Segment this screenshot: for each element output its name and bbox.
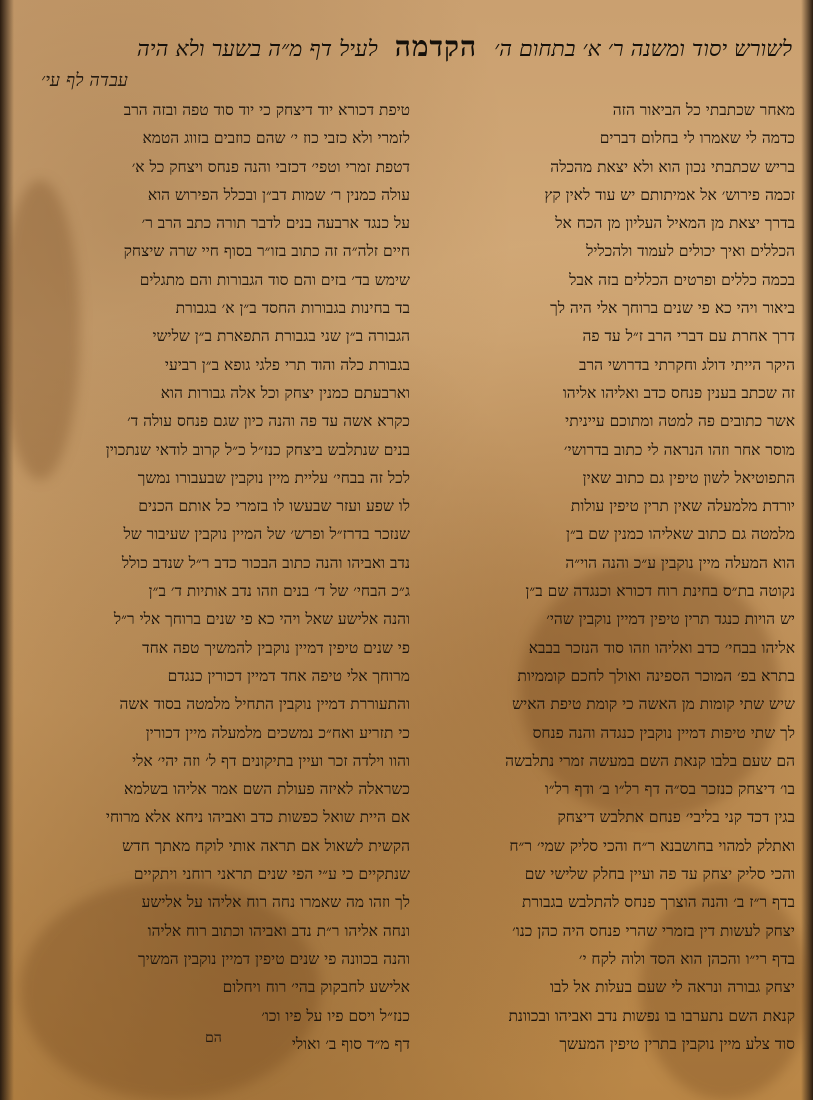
header-right-note: לשורש יסוד ומשנה ר׳ א׳ בתחום ה׳ [494, 37, 792, 62]
text-line: כנז״ל ויסם פיו על פיו וכו׳ [261, 1006, 410, 1025]
text-line: קנאת השם נתערבו בו נפשות נדב ואביהו ובכוונת [508, 1006, 795, 1025]
text-line: שנזכר בדרז״ל ופרש׳ של המיין נוקבין שעיבור של [123, 525, 410, 544]
text-line: יש הויות כנגד תרין טיפין דמיין נוקבין שהי׳ [546, 610, 795, 629]
right-text-column [445, 96, 795, 1056]
text-line: בכמה כללים ופרטים הכללים בזה אבל [569, 270, 795, 289]
text-line: לזמרי ולא כזבי כוז י׳ שהם כוזבים בזווג הטמא [142, 129, 410, 148]
left-text-column [60, 96, 410, 1056]
text-line: נדב ואביהו והנה כתוב הבכור כדב ר״ל שנדב כולל [121, 553, 410, 572]
folio-mark: הם [205, 1030, 222, 1046]
text-line: והוו וילדה זכר ועיין בתיקונים דף ל׳ וזה יהי׳ אלי [132, 751, 410, 770]
text-line: הם שעם בלבו קנאת השם במעשה זמרי נתלבשה [505, 751, 795, 770]
text-line: כי תזריע ואח״כ נמשכים מלמעלה מיין דכורין [145, 723, 410, 742]
text-line: מאחר שכתבתי כל הביאור הזה [612, 101, 795, 119]
text-line: והנה אלישע שאל ויהי כא פי שנים ברוחך אלי ר״ל [113, 610, 410, 629]
page-right-edge-shadow [801, 0, 813, 1100]
text-line: אם היית שואל כפשות כדב ואביהו ניחא אלא מרוחי [105, 808, 410, 827]
text-line: פי שנים טיפין דמיין נוקבין להמשיך טפה אחד [142, 638, 410, 657]
text-line: הוא המעלה מיין נוקבין ע״כ והנה הוי״ה [565, 553, 795, 572]
text-line: זה שכתב בענין פנחס כדב ואליהו אליהו [562, 383, 795, 402]
text-line: התפוטיאל לשון טיפין גם כתוב שאין [582, 468, 795, 487]
text-line: בדרך יצאת מן המאיל העליון מן הכח אל [555, 214, 795, 233]
page-title: הקדמה [394, 30, 478, 63]
text-line: שנתקיים כי ע״י הפי שנים תראני רוחני ויתקיים [133, 865, 410, 884]
text-line: זכמה פירוש׳ אל אמיתותם יש עוד לאין קץ [544, 185, 795, 204]
text-line: היקר הייתי דולג וחקרתי בדרושי הרב [579, 355, 795, 374]
text-line: ואתלק למהוי בחושבנא ר״ח והכי סליק שמי׳ ר״ח [509, 836, 795, 855]
text-line: ג״כ הבחי׳ של ד׳ בנים וזהו נדב אותיות ד׳ ב״ן [148, 582, 410, 601]
text-line: בדף ר״ז ב׳ והנה הוצרך פנחס להתלבש בגבורת [522, 893, 795, 912]
header-left-note: לעיל דף מ״ה בשער ולא היה [136, 37, 378, 62]
page-left-edge-shadow [0, 0, 14, 1100]
text-line: בדף רי״ו והכהן הוא הסד ולוה לקח י׳ [578, 949, 795, 968]
text-line: בגבורת כלה והוד תרי פלגי גופא ב״ן רביעי [164, 355, 410, 374]
text-line: עולה כמנין ר׳ שמות דב״ן ובכלל הפירוש הוא [147, 185, 410, 204]
text-line: לכל זה בבחי׳ עליית מיין נוקבין שבעבורו נמשך [137, 468, 410, 487]
marginal-note: עבדה לף עי׳ [41, 70, 128, 91]
text-line: לו שפע ועזר שבעשו לו בזמרי כל אותם הכנים [138, 497, 410, 516]
text-line: בגין דכד קני בליבי׳ פנחם אתלבש דיצחק [557, 808, 795, 827]
text-line: דף מ״ד סוף ב׳ ואולי [291, 1034, 410, 1053]
page-header [22, 30, 792, 70]
text-line: נקוטה בת״ס בחינת רוח דכורא וכנגדה שם ב״ן [525, 582, 795, 601]
text-line: בד בחינות בגבורות החסד ב״ן א׳ בגבורת [175, 299, 410, 318]
text-line: אשר כתובים פה למטה ומתוכם עייניתי [565, 412, 795, 431]
text-line: דטפת זמרי וטפי׳ דכזבי והנה פנחס ויצחק כל א׳ [131, 157, 410, 176]
text-line: וארבעתם כמנין יצחק וכל אלה גבורות הוא [160, 383, 410, 402]
text-line: שימש בד׳ בזים והם סוד הגבורות והם מתגלים [139, 270, 410, 289]
text-line: אלישע לחבקוק בהי׳ רוח ויחלום [222, 978, 410, 997]
text-line: מרוחך אלי טיפה אחד דמיין דכורין כנגדם [167, 666, 410, 685]
text-line: בנים שנתלבש ביצחק כנז״ל כ״ל קרוב לודאי שנתכוין [105, 440, 410, 459]
text-line: דרך אחרת עם דברי הרב ז״ל עד פה [582, 327, 795, 346]
text-line: סוד צלע מיין נוקבין בתרין טיפין המעשך [559, 1034, 795, 1053]
text-line: הקשית לשאול אם תראה אותי לוקח מאתך חדש [122, 836, 410, 855]
text-line: לך שתי טיפות דמיין נוקבין כנגדה והנה פנחס [532, 723, 795, 742]
text-line: כשראלה לאיזה פעולת השם אמר אליהו בשלמא [124, 780, 410, 799]
text-line: טיפת דכורא יוד דיצחק כי יוד סוד טפה ובזה הרב [123, 101, 410, 119]
text-line: חיים זלה״ה זה כתוב בזו״ר בסוף חיי שרה שיצחק [123, 242, 410, 261]
text-line: בו׳ דיצחק כנזכר בס״ה דף רל״ו ב׳ ודף רל״ו [544, 780, 795, 799]
text-line: יצחק לעשות דין בזמרי שהרי פנחס היה כהן כנו׳ [512, 921, 795, 940]
text-line: יצחק גבורה ונראה לי שעם בעלות אל לבו [550, 978, 795, 997]
text-line: ונחה אליהו ר״ת נדב ואביהו וכתוב רוח אליהו [147, 921, 410, 940]
text-line: כקרא אשה עד פה והנה כיון שגם פנחס עולה ד׳ [127, 412, 410, 431]
text-line: בריש שכתבתי נכון הוא ולא יצאת מהכלה [550, 157, 795, 176]
text-line: שיש שתי קומות מן האשה כי קומת טיפת האיש [512, 695, 795, 714]
text-line: הכללים ואיך יכולים לעמוד ולהכליל [586, 242, 795, 261]
text-line: בתרא בפ׳ המוכר הספינה ואולך לחכם קוממיות [517, 666, 795, 685]
text-line: מלמטה גם כתוב שאליהו כמנין שם ב״ן [566, 525, 795, 544]
text-line: מוסר אחר וזהו הנראה לי כתוב בדרושי׳ [563, 440, 795, 459]
text-line: ביאור ויהי כא פי שנים ברוחך אלי היה לך [550, 299, 795, 318]
text-line: יורדת מלמעלה שאין תרין טיפין עולות [570, 497, 795, 516]
text-line: והתעוררת דמיין נוקבין התחיל מלמטה בסוד אשה [119, 695, 410, 714]
text-line: כדמה לי שאמרו לי בחלום דברים [599, 129, 795, 148]
text-line: והנה בכוונה פי שנים טיפין דמיין נוקבין המשיך [137, 949, 410, 968]
text-line: על כנגד ארבעה בנים לדבר תורה כתב הרב ר׳ [141, 214, 410, 233]
text-line: הגבורה ב״ן שני בגבורת התפארת ב״ן שלישי [152, 327, 410, 346]
text-line: והכי סליק יצחק עד פה ועיין בחלק שלישי שם [524, 865, 795, 884]
text-line: לך וזהו מה שאמרו נחה רוח אליהו על אלישע [141, 893, 410, 912]
text-line: אליהו בבחי׳ כדב ואליהו וזהו סוד הנזכר בבבא [528, 638, 795, 657]
